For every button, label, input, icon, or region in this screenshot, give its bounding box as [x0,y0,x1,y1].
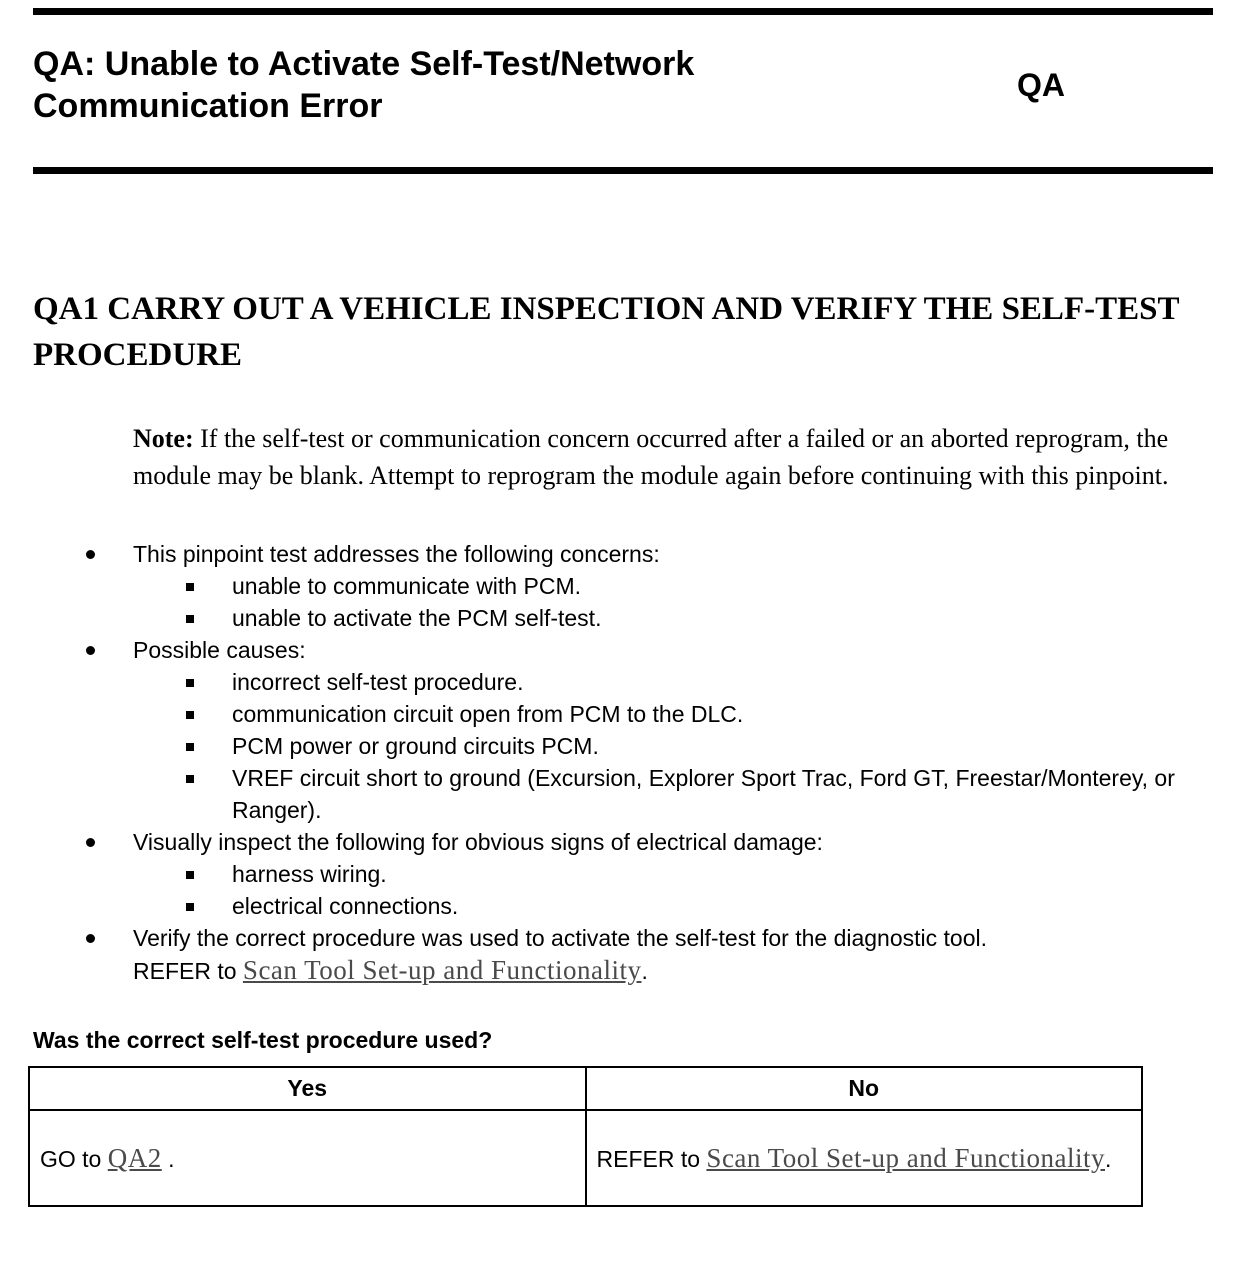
sub-bullet-text: unable to activate the PCM self-test. [232,605,602,631]
no-cell [586,1110,1143,1206]
sub-bullet-text: incorrect self-test procedure. [232,669,524,695]
step-heading: QA1 CARRY OUT A VEHICLE INSPECTION AND VERIFY THE SELF-TEST PROCEDURE [33,291,1179,373]
note-label: Note: [133,424,194,453]
sub-bullet-item [33,602,1213,634]
sub-bullet-item [33,730,1213,762]
refer-suffix: . [641,958,648,984]
sub-bullet-text: VREF circuit short to ground (Excursion, Explorer Sport Trac, Ford GT, Freestar/Monterey, or Ranger). [232,765,1175,823]
decision-table-header-row [29,1067,1142,1110]
no-cell-prefix: REFER to [596,1145,707,1172]
bullet-text: Verify the correct procedure was used to activate the self-test for the diagnostic tool. [133,925,987,951]
yes-cell [29,1110,586,1206]
decision-table [28,1066,1143,1207]
sub-bullet-text: harness wiring. [232,861,387,887]
sub-bullet-text: unable to communicate with PCM. [232,573,581,599]
no-cell-suffix: . [1105,1145,1112,1172]
scan-tool-setup-link-table[interactable]: Scan Tool Set-up and Functionality [706,1142,1105,1173]
decision-question: Was the correct self-test procedure used? [33,1027,493,1053]
refer-line [133,954,1213,987]
yes-column-header: Yes [29,1067,586,1110]
bullet-item [33,538,1213,570]
sub-bullet-text: communication circuit open from PCM to the DLC. [232,701,744,727]
bullet-item [33,826,1213,858]
header-rule [33,167,1213,174]
page-title: QA: Unable to Activate Self-Test/Network Communication Error [33,45,695,125]
note-text: If the self-test or communication concern occurred after a failed or an aborted reprogram, the module may be blank. Attempt to reprogram the module again before continuing with this pinpoint. [133,424,1169,490]
document-page [0,8,1248,1207]
sub-bullet-text: PCM power or ground circuits PCM. [232,733,599,759]
sub-bullet-item [33,570,1213,602]
bullet-text: This pinpoint test addresses the following concerns: [133,541,660,567]
no-column-header: No [586,1067,1143,1110]
sub-bullet-item [33,890,1213,922]
bullet-text: Possible causes: [133,637,306,663]
bullet-item [33,922,1213,987]
section-code: QA [1017,66,1065,103]
note-paragraph [133,420,1208,494]
yes-cell-prefix: GO to [40,1145,108,1172]
yes-cell-suffix: . [161,1145,175,1172]
sub-bullet-item [33,762,1213,826]
sub-bullet-item [33,858,1213,890]
bullet-item [33,634,1213,666]
bullet-list [33,538,1213,987]
scan-tool-setup-link[interactable]: Scan Tool Set-up and Functionality [242,955,642,985]
decision-table-body-row [29,1110,1142,1206]
sub-bullet-item [33,666,1213,698]
refer-prefix: REFER to [133,958,243,984]
page-header [33,15,1213,167]
bullet-text: Visually inspect the following for obvious signs of electrical damage: [133,829,823,855]
sub-bullet-item [33,698,1213,730]
qa2-link[interactable]: QA2 [107,1142,162,1173]
sub-bullet-text: electrical connections. [232,893,459,919]
top-rule [33,8,1213,15]
